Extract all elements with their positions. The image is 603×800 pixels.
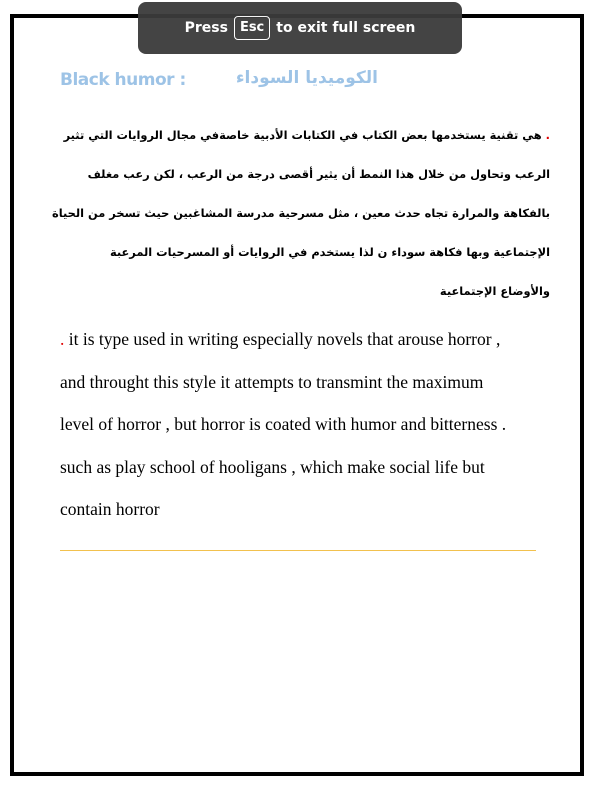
esc-key-badge: Esc (234, 16, 270, 40)
heading-arabic: الكوميديا السوداء (235, 68, 378, 88)
divider-line (60, 550, 536, 551)
english-paragraph (60, 329, 560, 542)
english-bullet: . (60, 329, 65, 349)
toast-text-before: Press (184, 20, 228, 36)
arabic-line: الرعب وتحاول من خلال هذا النمط أن يثير أقصى درجة من الرعب ، لكن رعب مغلف (87, 167, 550, 181)
arabic-line-text: هي تقنية يستخدمها بعض الكتاب في الكتابات الأدبية خاصةفي مجال الروايات التي تثير (63, 128, 542, 142)
english-line-text: it is type used in writing especially novels that arouse horror , (68, 329, 501, 349)
fullscreen-exit-toast (138, 2, 462, 54)
arabic-line: بالفكاهة والمرارة تجاه حدث معين ، مثل مسرحية مدرسة المشاغبين حيث تسخر من الحياة (52, 206, 550, 220)
toast-text-after: to exit full screen (276, 20, 416, 36)
heading-english: Black humor : (60, 70, 186, 90)
english-line: level of horror , but horror is coated with humor and bitterness . (60, 414, 507, 434)
english-line: contain horror (60, 499, 160, 519)
section-heading (60, 66, 390, 96)
english-line (60, 329, 560, 372)
arabic-bullet: . (545, 128, 550, 142)
english-line: and throught this style it attempts to transmint the maximum (60, 371, 484, 392)
english-line: such as play school of hooligans , which make social life but (60, 456, 485, 477)
arabic-paragraph (52, 128, 550, 323)
arabic-line: والأوضاع الإجتماعية (439, 284, 550, 298)
arabic-line (56, 128, 550, 167)
arabic-line: الإجتماعية وبها فكاهة سوداء ن لذا يستخدم في الروايات أو المسرحيات المرعبة (109, 245, 550, 259)
